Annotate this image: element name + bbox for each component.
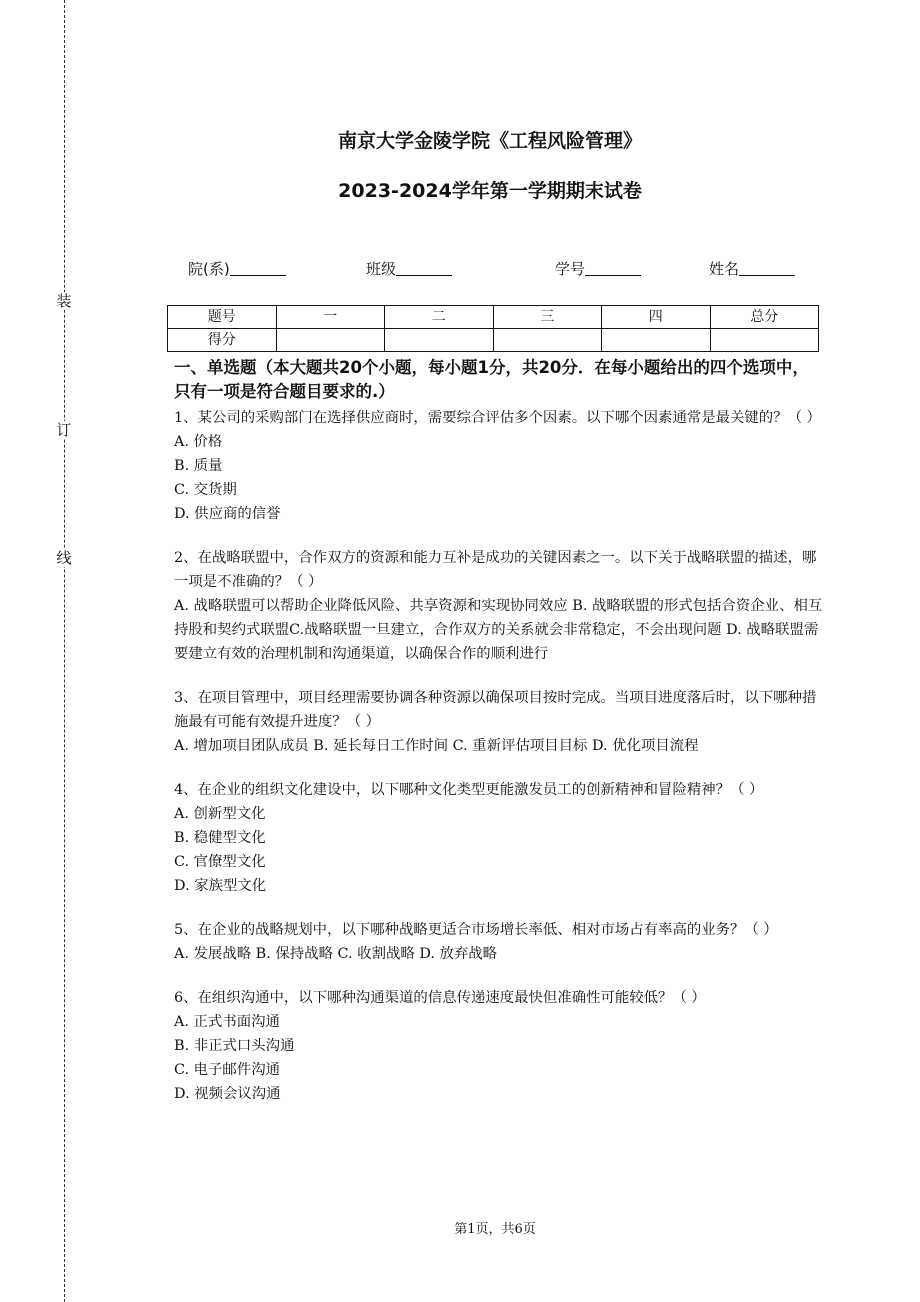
name-blank[interactable] [739, 260, 795, 276]
score-table [167, 305, 819, 352]
info-field-name[interactable]: 姓名 [709, 258, 795, 279]
score-header-label: 题号 [168, 306, 277, 329]
question-1 [174, 406, 824, 526]
question-options-inline: A. 战略联盟可以帮助企业降低风险、共享资源和实现协同效应 B. 战略联盟的形式包括合资企业、相互持股和契约式联盟C.战略联盟一旦建立，合作双方的关系就会非常稳定，不会出现问题 D. 战略联盟需要建立有效的治理机制和沟通渠道，以确保合作的顺利进行 [174, 598, 823, 662]
score-header-col: 四 [602, 306, 711, 329]
question-stem: 3、在项目管理中，项目经理需要协调各种资源以确保项目按时完成。当项目进度落后时，以下哪种措施最有可能有效提升进度？（ ） [174, 690, 817, 730]
section-heading: 一、单选题（本大题共20个小题，每小题1分，共20分．在每小题给出的四个选项中，只有一项是符合题目要求的.） [174, 358, 809, 401]
info-field-student-id[interactable]: 学号 [555, 258, 641, 279]
score-row-label: 得分 [168, 329, 277, 352]
question-option: D. 视频会议沟通 [174, 1086, 281, 1102]
binding-char-zhuang: 装 [56, 292, 72, 310]
question-stem: 6、在组织沟通中，以下哪种沟通渠道的信息传递速度最快但准确性可能较低？（ ） [174, 990, 706, 1006]
question-option: C. 交货期 [174, 482, 237, 498]
score-header-col: 总分 [710, 306, 819, 329]
question-option: D. 供应商的信誉 [174, 506, 281, 522]
student-info-row [0, 258, 920, 280]
score-header-col: 二 [385, 306, 494, 329]
question-option: C. 官僚型文化 [174, 854, 266, 870]
department-blank[interactable] [230, 260, 286, 276]
score-cell[interactable] [493, 329, 602, 352]
question-options-inline: A. 发展战略 B. 保持战略 C. 收割战略 D. 放弃战略 [174, 946, 498, 962]
page-footer: 第1页，共6页 [454, 1222, 536, 1237]
student-id-blank[interactable] [585, 260, 641, 276]
question-option: A. 创新型文化 [174, 806, 266, 822]
question-stem: 4、在企业的组织文化建设中，以下哪种文化类型更能激发员工的创新精神和冒险精神？（ ） [174, 782, 764, 798]
question-options-inline: A. 增加项目团队成员 B. 延长每日工作时间 C. 重新评估项目目标 D. 优化项目流程 [174, 738, 699, 754]
binding-char-ding: 订 [56, 421, 72, 439]
info-field-class[interactable]: 班级 [366, 258, 452, 279]
score-header-col: 三 [493, 306, 602, 329]
question-6 [174, 986, 824, 1106]
question-5 [174, 918, 824, 966]
question-option: D. 家族型文化 [174, 878, 267, 894]
score-table-header-row [168, 306, 819, 329]
score-cell[interactable] [276, 329, 385, 352]
score-table-score-row [168, 329, 819, 352]
question-option: A. 价格 [174, 434, 223, 450]
question-3 [174, 686, 824, 758]
question-2 [174, 546, 824, 666]
question-option: C. 电子邮件沟通 [174, 1062, 280, 1078]
info-field-department[interactable]: 院(系) [188, 258, 286, 279]
exam-title-line2: 2023-2024学年第一学期期末试卷 [338, 180, 642, 202]
exam-content [174, 356, 824, 1126]
question-4 [174, 778, 824, 898]
question-stem: 2、在战略联盟中，合作双方的资源和能力互补是成功的关键因素之一。以下关于战略联盟的描述，哪一项是不准确的？（ ） [174, 550, 817, 590]
question-option: A. 正式书面沟通 [174, 1014, 280, 1030]
binding-char-xian: 线 [56, 549, 72, 567]
score-cell[interactable] [385, 329, 494, 352]
score-header-col: 一 [276, 306, 385, 329]
question-stem: 1、某公司的采购部门在选择供应商时，需要综合评估多个因素。以下哪个因素通常是最关键的？（ ） [174, 410, 821, 426]
class-blank[interactable] [396, 260, 452, 276]
question-stem: 5、在企业的战略规划中，以下哪种战略更适合市场增长率低、相对市场占有率高的业务？（ ） [174, 922, 778, 938]
question-option: B. 非正式口头沟通 [174, 1038, 295, 1054]
question-option: B. 质量 [174, 458, 223, 474]
question-option: B. 稳健型文化 [174, 830, 266, 846]
score-cell[interactable] [602, 329, 711, 352]
score-cell[interactable] [710, 329, 819, 352]
exam-title-line1: 南京大学金陵学院《工程风险管理》 [337, 130, 642, 152]
